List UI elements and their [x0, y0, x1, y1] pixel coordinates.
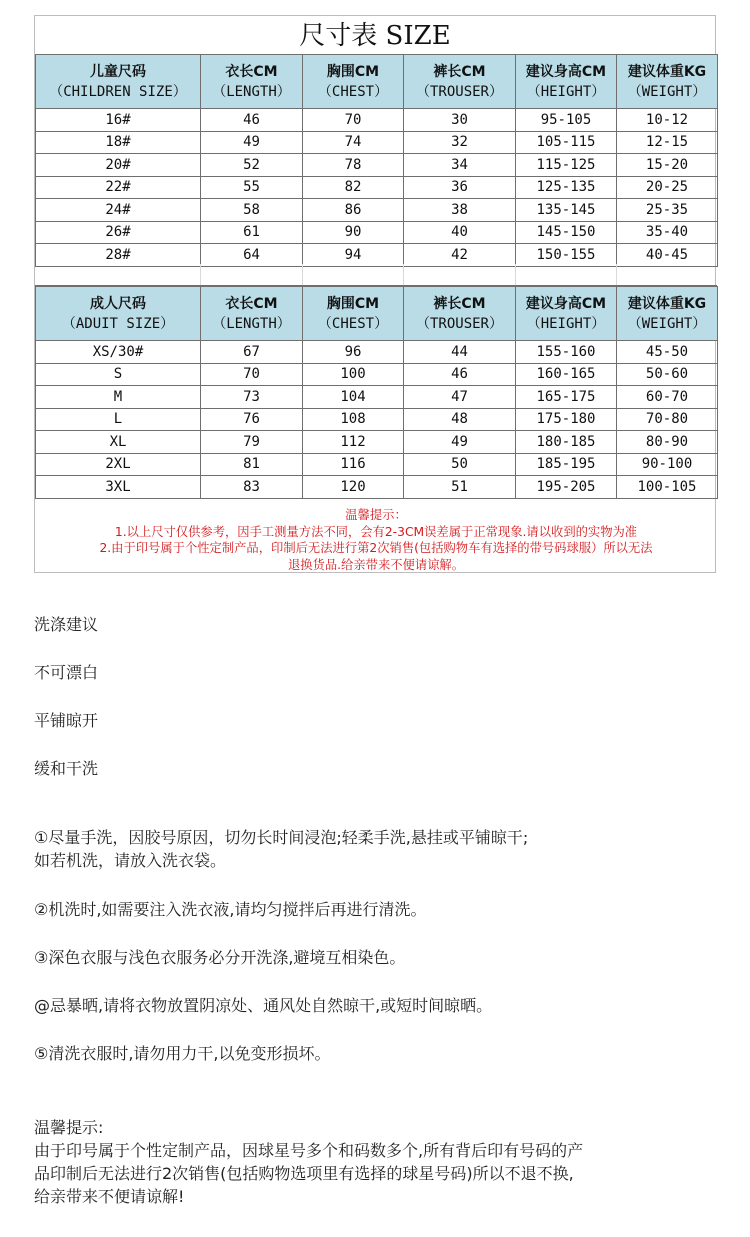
value-cell: 125-135 — [516, 176, 617, 199]
value-cell: 90-100 — [617, 453, 718, 476]
value-cell: 58 — [201, 199, 303, 222]
header-cell: 衣长CM （LENGTH） — [201, 287, 303, 341]
value-cell: 35-40 — [617, 221, 718, 244]
table-row — [36, 476, 718, 499]
value-cell: 115-125 — [516, 154, 617, 177]
value-cell: 61 — [201, 221, 303, 244]
value-cell: 40-45 — [617, 244, 718, 267]
table-row — [36, 453, 718, 476]
value-cell: 90 — [303, 221, 404, 244]
value-cell: 48 — [404, 408, 516, 431]
size-cell: S — [36, 363, 201, 386]
size-cell: XS/30# — [36, 341, 201, 364]
value-cell: 20-25 — [617, 176, 718, 199]
table-row — [36, 408, 718, 431]
table-spacer — [35, 264, 717, 286]
chart-title: 尺寸表 SIZE — [299, 21, 451, 51]
table-row — [36, 431, 718, 454]
table-row — [36, 199, 718, 222]
value-cell: 94 — [303, 244, 404, 267]
value-cell: 120 — [303, 476, 404, 499]
header-cell: 衣长CM （LENGTH） — [201, 55, 303, 109]
value-cell: 70-80 — [617, 408, 718, 431]
table-row — [36, 154, 718, 177]
table-row — [36, 176, 718, 199]
notice-title: 温馨提示： — [345, 508, 407, 522]
table-row — [36, 386, 718, 409]
value-cell: 46 — [201, 109, 303, 132]
size-cell: 22# — [36, 176, 201, 199]
value-cell: 80-90 — [617, 431, 718, 454]
value-cell: 180-185 — [516, 431, 617, 454]
value-cell: 44 — [404, 341, 516, 364]
value-cell: 45-50 — [617, 341, 718, 364]
value-cell: 47 — [404, 386, 516, 409]
value-cell: 32 — [404, 131, 516, 154]
value-cell: 36 — [404, 176, 516, 199]
value-cell: 73 — [201, 386, 303, 409]
header-cell: 建议身高CM （HEIGHT） — [516, 55, 617, 109]
value-cell: 74 — [303, 131, 404, 154]
value-cell: 49 — [404, 431, 516, 454]
value-cell: 10-12 — [617, 109, 718, 132]
table-row — [36, 131, 718, 154]
table-row — [36, 221, 718, 244]
value-cell: 81 — [201, 453, 303, 476]
notice-line: 2.由于印号属于个性定制产品，印制后无法进行第2次销售(包括购物车有选择的带号码球服）所以无法 — [99, 541, 653, 555]
table-row — [36, 109, 718, 132]
table-row — [36, 244, 718, 267]
table-row — [36, 341, 718, 364]
header-cell: 建议身高CM （HEIGHT） — [516, 287, 617, 341]
value-cell: 185-195 — [516, 453, 617, 476]
value-cell: 108 — [303, 408, 404, 431]
table-header-row — [36, 55, 718, 109]
size-cell: M — [36, 386, 201, 409]
value-cell: 195-205 — [516, 476, 617, 499]
size-cell: 24# — [36, 199, 201, 222]
value-cell: 82 — [303, 176, 404, 199]
value-cell: 135-145 — [516, 199, 617, 222]
value-cell: 67 — [201, 341, 303, 364]
value-cell: 70 — [303, 109, 404, 132]
value-cell: 51 — [404, 476, 516, 499]
size-cell: 2XL — [36, 453, 201, 476]
warm-tip: 温馨提示: 由于印号属于个性定制产品，因球星号多个和码数多个,所有背后印有号码的产 品印制后无法进行2次销售(包括购物选项里有选择的球星号码)所以不退不换, 给亲带来不便请谅解! — [34, 1116, 724, 1208]
value-cell: 15-20 — [617, 154, 718, 177]
value-cell: 95-105 — [516, 109, 617, 132]
value-cell: 78 — [303, 154, 404, 177]
instruction-3: ③深色衣服与浅色衣服务必分开洗涤,避境互相染色。 — [34, 948, 406, 967]
value-cell: 50-60 — [617, 363, 718, 386]
size-cell: 16# — [36, 109, 201, 132]
value-cell: 86 — [303, 199, 404, 222]
value-cell: 155-160 — [516, 341, 617, 364]
value-cell: 100 — [303, 363, 404, 386]
washing-item: 缓和干洗 — [34, 759, 99, 778]
instruction-2: ②机洗时,如需要注入洗衣液,请均匀搅拌后再进行清洗。 — [34, 900, 427, 919]
value-cell: 112 — [303, 431, 404, 454]
value-cell: 25-35 — [617, 199, 718, 222]
value-cell: 40 — [404, 221, 516, 244]
header-cell: 裤长CM （TROUSER） — [404, 55, 516, 109]
value-cell: 52 — [201, 154, 303, 177]
washing-item: 不可漂白 — [34, 663, 99, 682]
value-cell: 55 — [201, 176, 303, 199]
size-cell: 3XL — [36, 476, 201, 499]
value-cell: 145-150 — [516, 221, 617, 244]
value-cell: 64 — [201, 244, 303, 267]
washing-title: 洗涤建议 — [34, 615, 99, 634]
value-cell: 116 — [303, 453, 404, 476]
value-cell: 49 — [201, 131, 303, 154]
header-cell: 建议体重KG （WEIGHT） — [617, 287, 718, 341]
value-cell: 70 — [201, 363, 303, 386]
header-cell: 儿童尺码 （CHILDREN SIZE） — [36, 55, 201, 109]
adult-size-table — [35, 286, 718, 499]
notice-line: 退换货品.给亲带来不便请谅解。 — [287, 557, 465, 572]
size-cell: 20# — [36, 154, 201, 177]
washing-item: 平铺晾开 — [34, 711, 99, 730]
size-cell: 18# — [36, 131, 201, 154]
table-row — [36, 363, 718, 386]
size-cell: XL — [36, 431, 201, 454]
value-cell: 76 — [201, 408, 303, 431]
value-cell: 42 — [404, 244, 516, 267]
value-cell: 104 — [303, 386, 404, 409]
value-cell: 12-15 — [617, 131, 718, 154]
value-cell: 46 — [404, 363, 516, 386]
size-cell: 28# — [36, 244, 201, 267]
header-cell: 裤长CM （TROUSER） — [404, 287, 516, 341]
value-cell: 165-175 — [516, 386, 617, 409]
value-cell: 60-70 — [617, 386, 718, 409]
instruction-4: @忌暴晒,请将衣物放置阴凉处、通风处自然晾干,或短时间晾晒。 — [34, 996, 493, 1015]
header-cell: 成人尺码 （ADUIT SIZE） — [36, 287, 201, 341]
warm-tip-title: 温馨提示: — [34, 1118, 104, 1137]
value-cell: 175-180 — [516, 408, 617, 431]
value-cell: 150-155 — [516, 244, 617, 267]
value-cell: 160-165 — [516, 363, 617, 386]
value-cell: 30 — [404, 109, 516, 132]
value-cell: 100-105 — [617, 476, 718, 499]
size-cell: L — [36, 408, 201, 431]
table-header-row — [36, 287, 718, 341]
header-cell: 建议体重KG （WEIGHT） — [617, 55, 718, 109]
instruction-1: ①尽量手洗，因胶号原因，切勿长时间浸泡;轻柔手洗,悬挂或平铺晾干; 如若机洗，请放入洗衣袋。 — [34, 828, 529, 870]
value-cell: 105-115 — [516, 131, 617, 154]
header-cell: 胸围CM （CHEST） — [303, 55, 404, 109]
value-cell: 34 — [404, 154, 516, 177]
notice-line: 1.以上尺寸仅供参考，因手工测量方法不同，会有2-3CM误差属于正常现象.请以收到的实物为准 — [114, 524, 638, 539]
size-chart — [34, 15, 716, 573]
size-notice — [35, 507, 717, 573]
value-cell: 38 — [404, 199, 516, 222]
value-cell: 79 — [201, 431, 303, 454]
value-cell: 50 — [404, 453, 516, 476]
header-cell: 胸围CM （CHEST） — [303, 287, 404, 341]
value-cell: 96 — [303, 341, 404, 364]
children-size-table — [35, 54, 718, 267]
value-cell: 83 — [201, 476, 303, 499]
size-cell: 26# — [36, 221, 201, 244]
instruction-5: ⑤清洗衣服时,请勿用力干,以免变形损坏。 — [34, 1044, 331, 1063]
